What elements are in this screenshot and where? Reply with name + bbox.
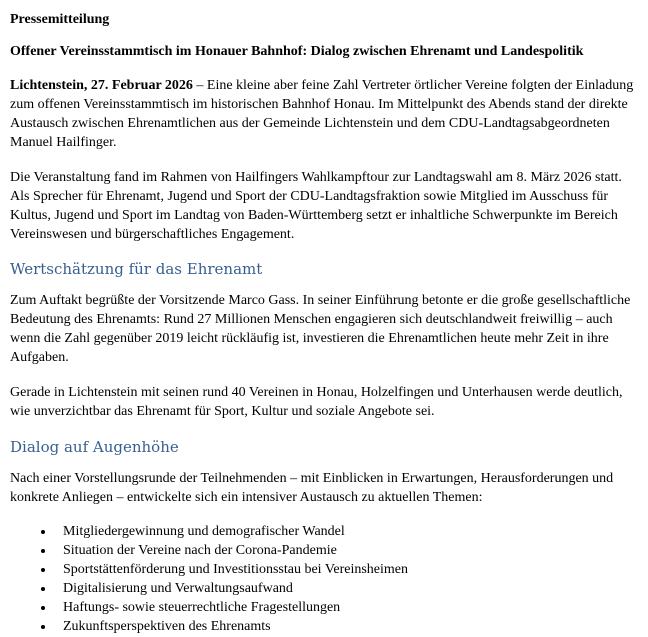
paragraph-auftakt: Zum Auftakt begrüßte der Vorsitzende Marco Gass. In seiner Einführung betonte er die große gesellschaftliche Bedeutung des Ehrenamts: Rund 27 Millionen Menschen engagieren sich deutschlandweit freiwillig – auch wenn die Zahl gegenüber 2019 leicht rückläufig ist, investieren die Ehrenamtlichen heute mehr Zeit in ihre Aufgaben. — [10, 293, 631, 365]
paragraph-lichtenstein: Gerade in Lichtenstein mit seinen rund 40 Vereinen in Honau, Holzelfingen und Unterhausen werde deutlich, wie unverzichtbar das Ehrenamt für Sport, Kultur und soziale Angebote sei. — [10, 385, 623, 419]
paragraph-intro — [10, 76, 638, 152]
bullet-item: • Sportstättenförderung und Investitionsstau bei Vereinsheimen — [55, 560, 638, 579]
section-heading-dialog: Dialog auf Augenhöhe — [10, 438, 179, 456]
bullet-item: • Mitgliedergewinnung und demografischer Wandel — [55, 522, 638, 541]
document-kicker: Pressemitteilung — [10, 12, 110, 27]
dateline: Lichtenstein, 27. Februar 2026 — [10, 78, 193, 93]
bullet-item: • Digitalisierung und Verwaltungsaufwand — [55, 579, 638, 598]
bullet-item: • Zukunftsperspektiven des Ehrenamts — [55, 617, 638, 636]
document-headline: Offener Vereinsstammtisch im Honauer Bahnhof: Dialog zwischen Ehrenamt und Landespolitik — [10, 44, 584, 59]
bullet-item: • Haftungs- sowie steuerrechtliche Fragestellungen — [55, 598, 638, 617]
topic-bullet-list — [10, 522, 638, 636]
section-heading-wertschaetzung: Wertschätzung für das Ehrenamt — [10, 260, 263, 278]
paragraph-vorstellungsrunde: Nach einer Vorstellungsrunde der Teilnehmenden – mit Einblicken in Erwartungen, Herausforderungen und konkrete Anliegen – entwickelte sich ein intensiver Austausch zu aktuellen Themen: — [10, 471, 614, 505]
bullet-item: • Situation der Vereine nach der Corona-Pandemie — [55, 541, 638, 560]
paragraph-campaign: Die Veranstaltung fand im Rahmen von Hailfingers Wahlkampftour zur Landtagswahl am 8. März 2026 statt. Als Sprecher für Ehrenamt, Jugend und Sport der CDU-Landtagsfraktion sowie Mitglied im Ausschuss für Kultus, Jugend und Sport im Landtag von Baden-Württemberg setzt er inhaltliche Schwerpunkte im Bereich Vereinswesen und bürgerschaftliches Engagement. — [10, 170, 622, 242]
paragraph-intro-text: – Eine kleine aber feine Zahl Vertreter örtlicher Vereine folgten der Einladung zum offenen Vereinsstammtisch im historischen Bahnhof Honau. Im Mittelpunkt des Abends stand der direkte Austausch zwischen Ehrenamtlichen aus der Gemeinde Lichtenstein und dem CDU-Landtagsabgeordneten Manuel Hailfinger. — [10, 78, 634, 150]
